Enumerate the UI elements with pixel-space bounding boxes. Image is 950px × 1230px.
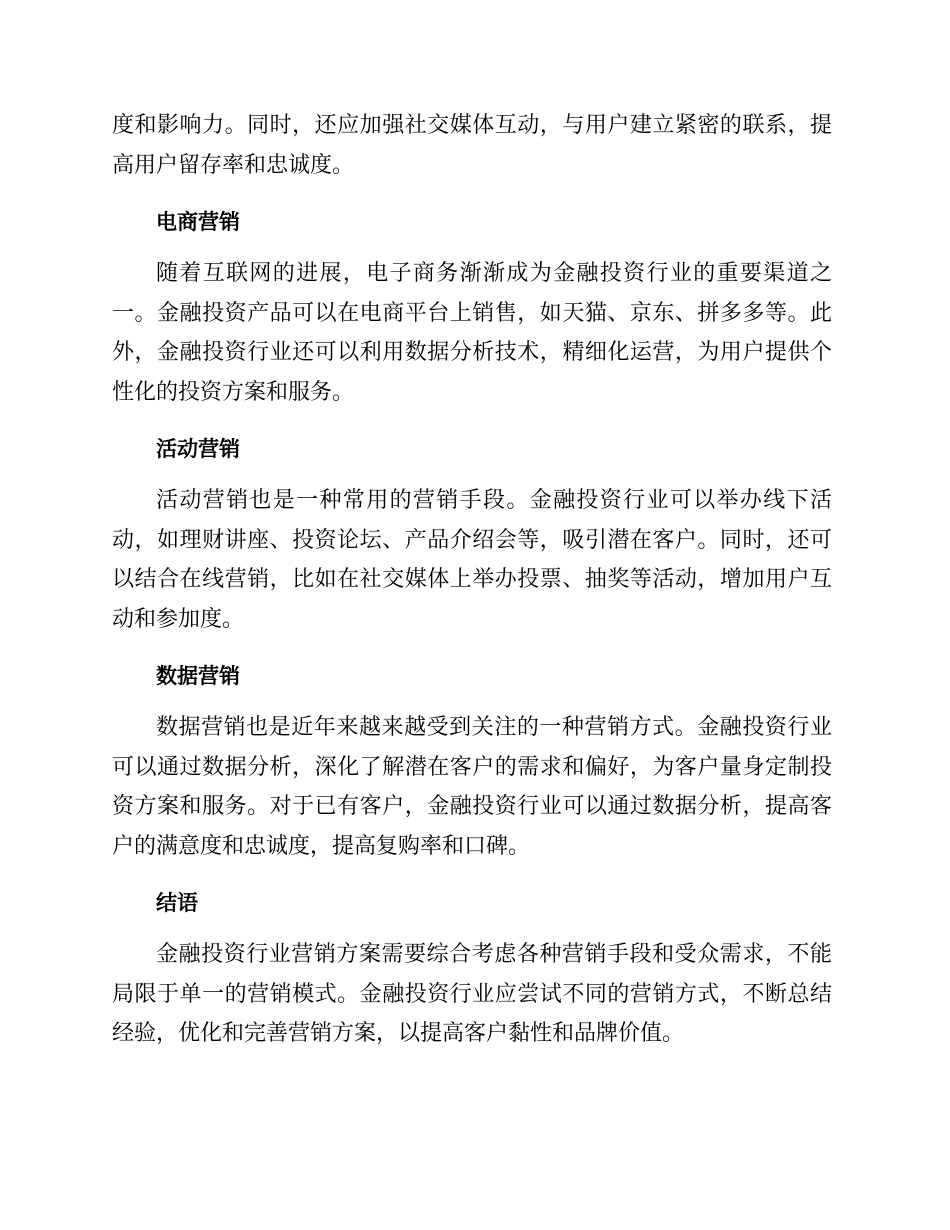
document-page: [112, 106, 832, 1054]
section-body-conclusion: 金融投资行业营销方案需要综合考虑各种营销手段和受众需求，不能局限于单一的营销模式。金融投资行业应尝试不同的营销方式，不断总结经验，优化和完善营销方案，以提高客户黏性和品牌价值。: [112, 942, 832, 1046]
intro-continuation-paragraph: 度和影响力。同时，还应加强社交媒体互动，与用户建立紧密的联系，提高用户留存率和忠诚度。: [112, 113, 832, 178]
section-body-data-marketing: 数据营销也是近年来越来越受到关注的一种营销方式。金融投资行业可以通过数据分析，深化了解潜在客户的需求和偏好，为客户量身定制投资方案和服务。对于已有客户，金融投资行业可以通过数据分析，提高客户的满意度和忠诚度，提高复购率和口碑。: [112, 715, 832, 859]
section-heading-data-marketing: 数据营销: [156, 664, 240, 688]
section-heading-conclusion: 结语: [156, 891, 198, 915]
section-heading-event-marketing: 活动营销: [156, 437, 240, 461]
section-body-ecommerce: 随着互联网的进展，电子商务渐渐成为金融投资行业的重要渠道之一。金融投资产品可以在电商平台上销售，如天猫、京东、拼多多等。此外，金融投资行业还可以利用数据分析技术，精细化运营，为用户提供个性化的投资方案和服务。: [112, 261, 832, 405]
section-body-event-marketing: 活动营销也是一种常用的营销手段。金融投资行业可以举办线下活动，如理财讲座、投资论坛、产品介绍会等，吸引潜在客户。同时，还可以结合在线营销，比如在社交媒体上举办投票、抽奖等活动，增加用户互动和参加度。: [112, 488, 832, 632]
section-heading-ecommerce: 电商营销: [156, 210, 240, 234]
